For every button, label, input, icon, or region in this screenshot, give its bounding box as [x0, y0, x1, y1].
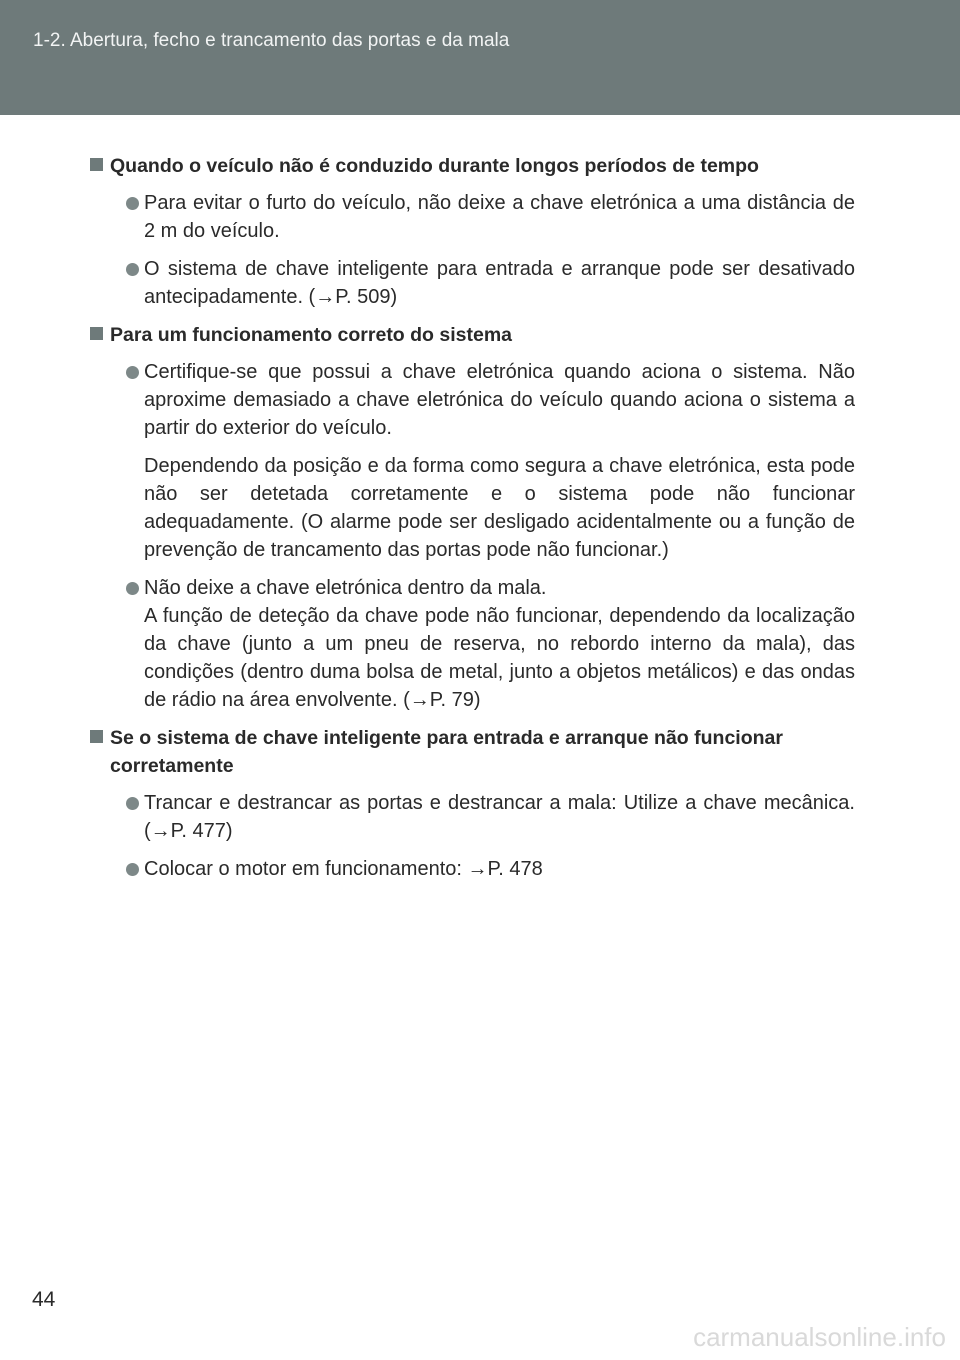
circle-bullet-icon: [126, 197, 139, 210]
circle-bullet-icon: [126, 797, 139, 810]
list-item: Certifique-se que possui a chave eletrónica quando aciona o sistema. Não aproxime demasiado a chave eletrónica do veículo quando aciona o sistema a partir do exterior do veículo.: [110, 358, 855, 442]
list-item: Para evitar o furto do veículo, não deixe a chave eletrónica a uma distância de 2 m do veículo.: [110, 189, 855, 245]
circle-bullet-icon: [126, 863, 139, 876]
section-not-working: [110, 724, 855, 883]
watermark: carmanualsonline.info: [693, 1322, 946, 1352]
chapter-header-bar: [0, 0, 960, 115]
section-long-periods: [110, 152, 855, 311]
chapter-title: 1-2. Abertura, fecho e trancamento das portas e da mala: [33, 30, 510, 51]
square-bullet-icon: [90, 730, 103, 743]
list-item: Colocar o motor em funcionamento: →P. 478: [110, 855, 855, 883]
list-item: Trancar e destrancar as portas e destrancar a mala: Utilize a chave mecânica. (→P. 477): [110, 789, 855, 845]
page-content: [110, 152, 855, 893]
circle-bullet-icon: [126, 366, 139, 379]
circle-bullet-icon: [126, 582, 139, 595]
section-heading: Quando o veículo não é conduzido durante longos períodos de tempo: [90, 152, 855, 180]
square-bullet-icon: [90, 327, 103, 340]
section-correct-operation: [110, 321, 855, 714]
circle-bullet-icon: [126, 263, 139, 276]
list-item: Não deixe a chave eletrónica dentro da mala.: [110, 574, 855, 602]
square-bullet-icon: [90, 158, 103, 171]
page-number: 44: [32, 1288, 56, 1311]
list-paragraph: Dependendo da posição e da forma como segura a chave eletrónica, esta pode não ser detetada corretamente e o sistema pode não funcionar adequadamente. (O alarme pode ser desligado acidentalmente ou a função de prevenção de trancamento das portas pode não funcionar.): [144, 455, 855, 561]
list-paragraph: A função de deteção da chave pode não funcionar, dependendo da localização da chave (junto a um pneu de reserva, no rebordo interno da mala), das condições (dentro duma bolsa de metal, junto a objetos metálicos) e das ondas de rádio na área envolvente. (→P. 79): [144, 605, 855, 711]
section-heading: Para um funcionamento correto do sistema: [90, 321, 855, 349]
section-heading: Se o sistema de chave inteligente para entrada e arranque não funcionar corretamente: [90, 724, 855, 780]
list-item: O sistema de chave inteligente para entrada e arranque pode ser desativado antecipadamente. (→P. 509): [110, 255, 855, 311]
